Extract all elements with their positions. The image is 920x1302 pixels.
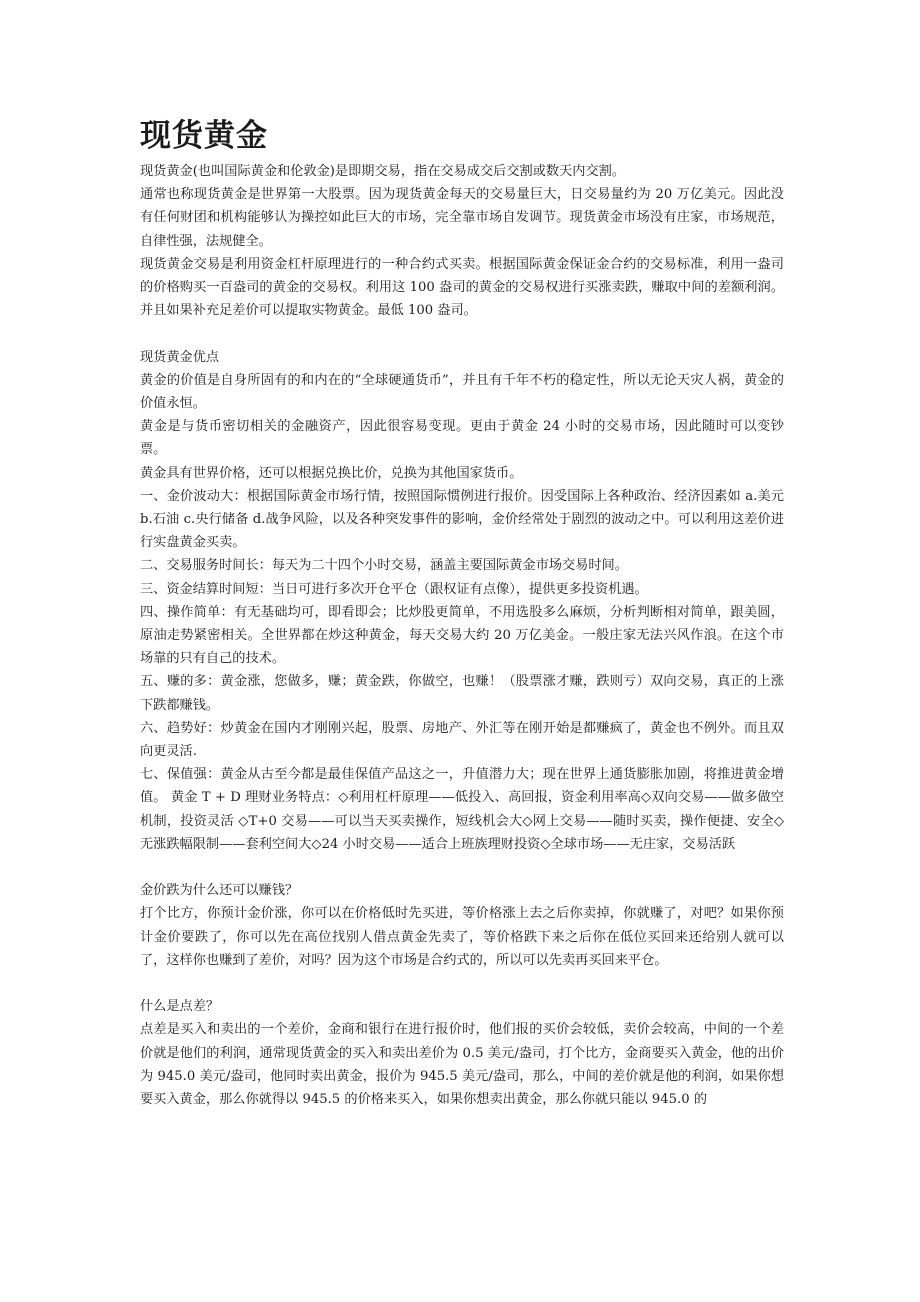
advantages-item-1: 一、金价波动大：根据国际黄金市场行情，按照国际惯例进行报价。因受国际上各种政治、经济因素如 a.美元 b.石油 c.央行储备 d.战争风险，以及各种突发事件的影响，金价经常处于剧烈的波动之中。可以利用这差价进行实盘黄金买卖。 bbox=[140, 488, 784, 551]
intro-paragraph: 现货黄金交易是利用资金杠杆原理进行的一种合约式买卖。根据国际黄金保证金合约的交易标准，利用一盎司的价格购买一百盎司的黄金的交易权。利用这 100 盎司的黄金的交易权进行买涨卖跌，赚取中间的差额利润。并且如果补充足差价可以提取实物黄金。最低 100 盎司。 bbox=[140, 256, 784, 319]
spread-paragraph: 点差是买入和卖出的一个差价，金商和银行在进行报价时，他们报的买价会较低，卖价会较高，中间的一个差价就是他们的利润，通常现货黄金的买入和卖出差价为 0.5 美元/盎司，打个比方，金商要买入黄金，他的出价为 945.0 美元/盎司，他同时卖出黄金，报价为 945.5 美元/盎司，那么，中间的差价就是他的利润，如果你想要买入黄金，那么你就得以 945.5 的价格来买入，如果你想卖出黄金，那么你就只能以 945.0 的 bbox=[140, 1022, 784, 1108]
advantages-item-3: 三、资金结算时间短：当日可进行多次开仓平仓（跟权证有点像），提供更多投资机遇。 bbox=[140, 581, 648, 597]
advantages-item-6: 六、趋势好：炒黄金在国内才刚刚兴起，股票、房地产、外汇等在刚开始是都赚疯了，黄金也不例外。而且双向更灵活. bbox=[140, 720, 784, 760]
advantages-paragraph: 黄金具有世界价格，还可以根据兑换比价，兑换为其他国家货币。 bbox=[140, 465, 523, 481]
paragraph-spacer bbox=[140, 972, 784, 995]
advantages-paragraph: 黄金是与货币密切相关的金融资产，因此很容易变现。更由于黄金 24 小时的交易市场，因此随时可以变钞票。 bbox=[140, 419, 784, 458]
advantages-paragraph: 黄金的价值是自身所固有的和内在的“全球硬通货币”，并且有千年不朽的稳定性，所以无论天灾人祸，黄金的价值永恒。 bbox=[140, 372, 784, 412]
advantages-item-2: 二、交易服务时间长：每天为二十四个小时交易，涵盖主要国际黄金市场交易时间。 bbox=[140, 558, 628, 574]
why-profit-heading: 金价跌为什么还可以赚钱？ bbox=[140, 883, 299, 899]
paragraph-spacer bbox=[140, 322, 784, 345]
document-title: 现货黄金 bbox=[140, 118, 268, 154]
paragraph-spacer bbox=[140, 856, 784, 879]
advantages-item-5: 五、赚的多：黄金涨，您做多，赚；黄金跌，你做空，也赚！（股票涨才赚，跌则亏）双向交易，真正的上涨下跌都赚钱。 bbox=[140, 674, 784, 713]
advantages-heading: 现货黄金优点 bbox=[140, 349, 220, 365]
intro-paragraph: 现货黄金(也叫国际黄金和伦敦金)是即期交易，指在交易成交后交割或数天内交割。 bbox=[140, 164, 626, 179]
intro-paragraph: 通常也称现货黄金是世界第一大股票。因为现货黄金每天的交易量巨大，日交易量约为 20 万亿美元。因此没有任何财团和机构能够认为操控如此巨大的市场，完全靠市场自发调节。现货黄金市场没有庄家，市场规范，自律性强，法规健全。 bbox=[140, 187, 784, 249]
document-page bbox=[140, 116, 784, 1111]
advantages-item-7: 七、保值强：黄金从古至今都是最佳保值产品这之一，升值潜力大；现在世界上通货膨胀加剧，将推进黄金增值。 黄金 T + D 理财业务特点：◇利用杠杆原理——低投入、高回报，资金利用率高◇双向交易——做多做空机制，投资灵活 ◇T+0 交易——可以当天买卖操作，短线机会大◇网上交易——随时买卖，操作便捷、安全◇无涨跌幅限制——套利空间大◇24 小时交易——适合上班族理财投资◇全球市场——无庄家，交易活跃 bbox=[140, 767, 784, 852]
why-profit-paragraph: 打个比方，你预计金价涨，你可以在价格低时先买进，等价格涨上去之后你卖掉，你就赚了，对吧？如果你预计金价要跌了，你可以先在高位找别人借点黄金先卖了，等价格跌下来之后你在低位买回来还给别人就可以了，这样你也赚到了差价，对吗？因为这个市场是合约式的，所以可以先卖再买回来平仓。 bbox=[140, 906, 784, 968]
spread-heading: 什么是点差？ bbox=[140, 999, 220, 1015]
advantages-item-4: 四、操作简单：有无基础均可，即看即会；比炒股更简单，不用选股多么麻烦，分析判断相对简单，跟美圆，原油走势紧密相关。全世界都在炒这种黄金，每天交易大约 20 万亿美金。一般庄家无法兴风作浪。在这个市场靠的只有自己的技术。 bbox=[140, 604, 784, 667]
